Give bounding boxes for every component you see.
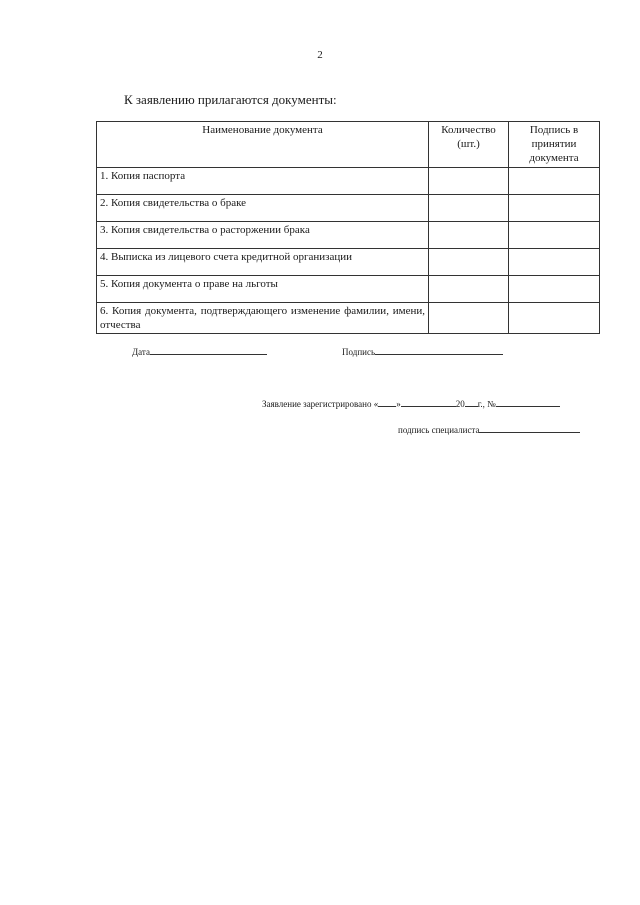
- document-name-cell: 5. Копия документа о праве на льготы: [97, 276, 429, 303]
- document-name-cell: 2. Копия свидетельства о браке: [97, 195, 429, 222]
- quantity-cell[interactable]: [429, 249, 509, 276]
- header-quantity: Количество (шт.): [429, 122, 509, 168]
- quantity-cell[interactable]: [429, 303, 509, 334]
- intro-text: К заявлению прилагаются документы:: [124, 92, 337, 107]
- registration-year-prefix: 20: [455, 399, 465, 409]
- signature-cell[interactable]: [509, 195, 600, 222]
- table-row: [97, 168, 600, 195]
- table-row: [97, 195, 600, 222]
- specialist-signature-field: [398, 423, 580, 435]
- date-label: Дата: [132, 347, 150, 357]
- table-header-row: [97, 122, 600, 168]
- table-row: [97, 222, 600, 249]
- registration-quote-close: »: [396, 399, 401, 409]
- document-name-cell: 4. Выписка из лицевого счета кредитной организации: [97, 249, 429, 276]
- document-name-cell: 6. Копия документа, подтверждающего изменение фамилии, имени, отчества: [97, 303, 429, 334]
- registration-prefix: Заявление зарегистрировано «: [262, 399, 379, 409]
- quantity-cell[interactable]: [429, 222, 509, 249]
- signature-cell[interactable]: [509, 222, 600, 249]
- signature-label: Подпись: [342, 347, 376, 357]
- table-row: [97, 303, 600, 334]
- document-name-cell: 1. Копия паспорта: [97, 168, 429, 195]
- signature-field: [342, 345, 503, 357]
- date-field: [132, 345, 267, 357]
- signature-cell[interactable]: [509, 303, 600, 334]
- signature-cell[interactable]: [509, 276, 600, 303]
- specialist-signature-line[interactable]: [479, 423, 580, 433]
- table-row: [97, 249, 600, 276]
- registration-month-line[interactable]: [401, 397, 456, 407]
- registration-year-line[interactable]: [465, 397, 478, 407]
- signature-cell[interactable]: [509, 168, 600, 195]
- signature-line[interactable]: [375, 345, 503, 355]
- header-signature: Подпись в принятии документа: [509, 122, 600, 168]
- quantity-cell[interactable]: [429, 168, 509, 195]
- registration-year-suffix: г., №: [477, 399, 496, 409]
- signature-cell[interactable]: [509, 249, 600, 276]
- quantity-cell[interactable]: [429, 276, 509, 303]
- document-name-cell: 3. Копия свидетельства о расторжении брака: [97, 222, 429, 249]
- specialist-label: подпись специалиста: [398, 425, 480, 435]
- registration-number-line[interactable]: [496, 397, 560, 407]
- table-row: [97, 276, 600, 303]
- header-document-name: Наименование документа: [97, 122, 429, 168]
- registration-day-line[interactable]: [378, 397, 396, 407]
- quantity-cell[interactable]: [429, 195, 509, 222]
- page-number: 2: [317, 49, 323, 61]
- date-line[interactable]: [150, 345, 267, 355]
- registration-line: [262, 397, 560, 409]
- documents-table: [96, 121, 600, 334]
